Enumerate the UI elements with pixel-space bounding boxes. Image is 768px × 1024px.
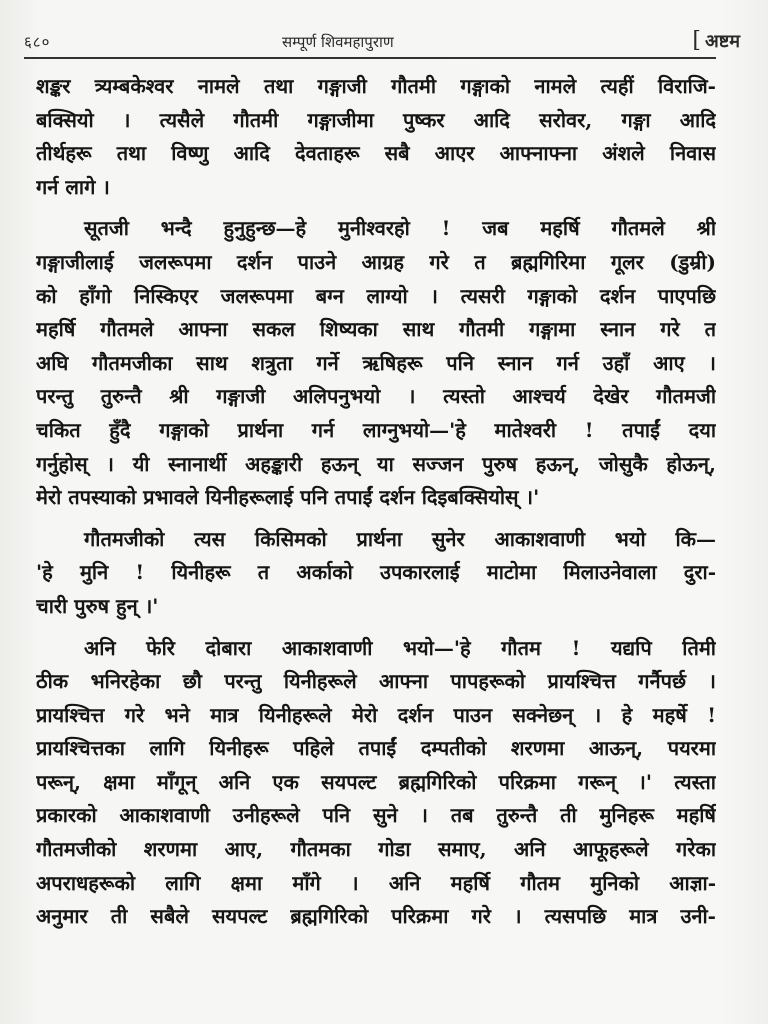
text-line: 'हे मुनि ! यिनीहरू त अर्काको उपकारलाई माटोमा मिलाउनेवाला दुरा- — [36, 560, 716, 585]
text-line: प्रायश्चित्तका लागि यिनीहरू पहिले तपाईं दम्पतीको शरणमा आऊन्, पयरमा — [36, 736, 716, 761]
text-line: गौतमजीको शरणमा आए, गौतमका गोडा समाए, अनि आफूहरूले गरेका — [36, 837, 716, 862]
text-line: गौतमजीको त्यस किसिमको प्रार्थना सुनेर आकाशवाणी भयो कि— — [84, 526, 716, 551]
text-line: गङ्गाजीलाई जलरूपमा दर्शन पाउने आग्रह गरे त ब्रह्मगिरिमा गूलर (डुम्री) — [36, 249, 716, 274]
body-text — [36, 70, 716, 934]
text-line: ठीक भनिरहेका छौ परन्तु यिनीहरूले आफ्ना पापहरूको प्रायश्चित्त गर्नैपर्छ । — [36, 669, 716, 694]
text-line: को हाँगो निस्किएर जलरूपमा बग्न लाग्यो । त्यसरी गङ्गाको दर्शन पाएपछि — [36, 283, 716, 308]
text-line: अनुमार ती सबैले सयपल्ट ब्रह्मगिरिको परिक्रमा गरे । त्यसपछि मात्र उनी- — [36, 904, 716, 929]
text-line: अघि गौतमजीका साथ शत्रुता गर्ने ऋषिहरू पनि स्नान गर्न उहाँ आए । — [36, 350, 716, 375]
running-header — [24, 28, 740, 56]
text-line: परन्तु तुरुन्तै श्री गङ्गाजी अलिपनुभयो । त्यस्तो आश्चर्य देखेर गौतमजी — [36, 384, 716, 409]
text-line: बक्सियो । त्यसैले गौतमी गङ्गाजीमा पुष्कर आदि सरोवर, गङ्गा आदि — [36, 107, 716, 132]
text-line: प्रकारको आकाशवाणी उनीहरूले पनि सुने । तब तुरुन्तै ती मुनिहरू महर्षि — [36, 803, 716, 828]
text-line: मेरो तपस्याको प्रभावले यिनीहरूलाई पनि तपाईं दर्शन दिइबक्सियोस् ।' — [36, 485, 540, 510]
text-line: अनि फेरि दोबारा आकाशवाणी भयो—'हे गौतम ! यद्यपि तिमी — [84, 635, 716, 660]
paragraph — [36, 70, 716, 204]
paragraph-gap — [36, 515, 716, 523]
text-line: गर्न लागे । — [36, 174, 110, 199]
text-line: अपराधहरूको लागि क्षमा माँगे । अनि महर्षि गौतम मुनिको आज्ञा- — [36, 870, 716, 895]
book-title: सम्पूर्ण शिवमहापुराण — [282, 33, 394, 51]
chapter-label: [ अष्टम — [692, 28, 740, 53]
paragraph-gap — [36, 624, 716, 632]
text-line: गर्नुहोस् । यी स्नानार्थी अहङ्कारी हऊन् या सज्जन पुरुष हऊन्, जोसुकै होऊन्, — [36, 451, 716, 476]
text-line: परून्, क्षमा माँगून् अनि एक सयपल्ट ब्रह्मगिरिको परिक्रमा गरून् ।' त्यस्ता — [36, 769, 716, 794]
text-line: चारी पुरुष हुन् ।' — [36, 593, 159, 618]
paragraph-gap — [36, 204, 716, 212]
chapter-name: अष्टम — [704, 31, 740, 52]
paragraph — [36, 212, 716, 514]
header-rule — [24, 57, 716, 59]
paragraph — [36, 523, 716, 624]
page-number: ६८० — [24, 33, 51, 51]
text-line: तीर्थहरू तथा विष्णु आदि देवताहरू सबै आएर आफ्नाफ्ना अंशले निवास — [36, 141, 716, 166]
text-line: शङ्कर त्र्यम्बकेश्वर नामले तथा गङ्गाजी गौतमी गङ्गाको नामले त्यहीं विराजि- — [36, 74, 716, 98]
paragraph — [36, 632, 716, 934]
text-line: प्रायश्चित्त गरे भने मात्र यिनीहरूले मेरो दर्शन पाउन सक्नेछन् । हे महर्षे ! — [36, 702, 716, 727]
text-line: सूतजी भन्दै हुनुहुन्छ—हे मुनीश्वरहो ! जब महर्षि गौतमले श्री — [84, 216, 716, 241]
text-line: महर्षि गौतमले आफ्ना सकल शिष्यका साथ गौतमी गङ्गामा स्नान गरे त — [36, 317, 716, 342]
text-line: चकित हुँदै गङ्गाको प्रार्थना गर्न लाग्नुभयो—'हे मातेश्वरी ! तपाईं दया — [36, 417, 716, 442]
